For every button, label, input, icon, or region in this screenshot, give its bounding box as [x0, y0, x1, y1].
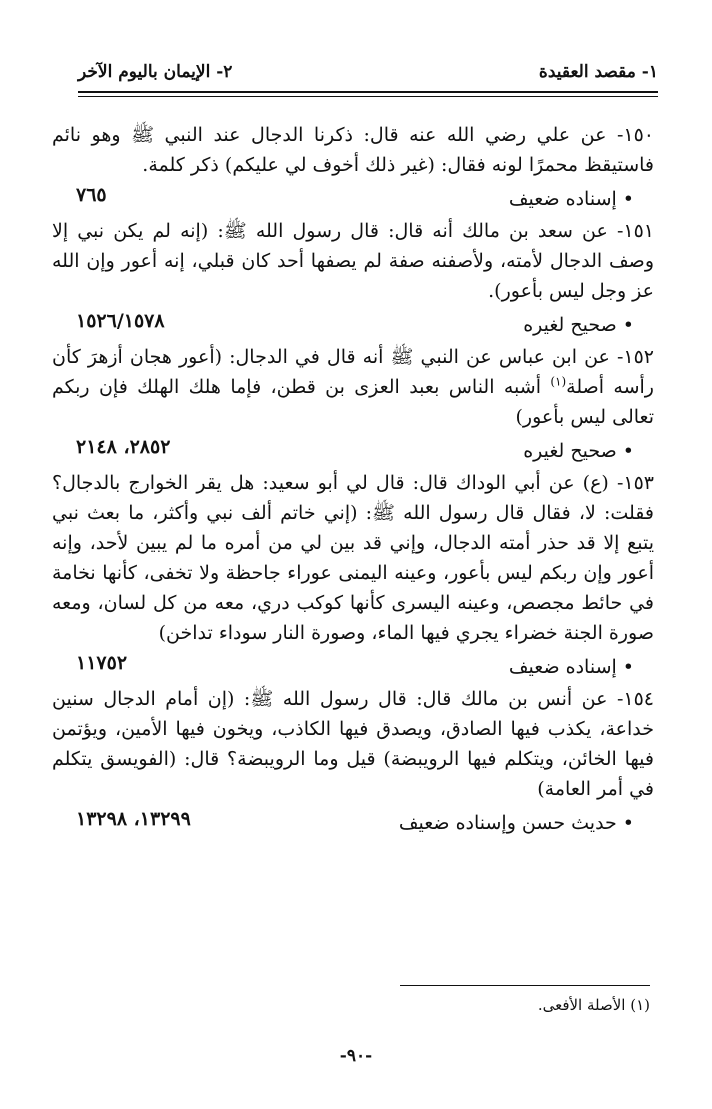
page-number: -٩٠-: [339, 1046, 373, 1066]
header-rule-thin: [78, 96, 658, 97]
footnote-rule: [400, 985, 650, 986]
reference-numbers: ١١٧٥٢: [76, 652, 128, 674]
header-section-title: ١- مقصد العقيدة: [538, 62, 658, 82]
reference-numbers: ١٣٢٩٩، ١٣٢٩٨: [76, 808, 191, 830]
hadith-text: ١٥٤- عن أنس بن مالك قال: قال رسول الله ﷺ: (إن أمام الدجال سنين خداعة، يكذب فيها الصادق، ويصدق فيها الكاذب، ويخون فيها الأمين، ويؤتمن فيها الخائن، ويتكلم فيها الرويبضة) قيل وما الرويبضة؟ قال: (الفويسق يتكلم في أمر العامة): [52, 688, 654, 800]
grade-text: صحيح لغيره: [523, 314, 617, 336]
header-rule: [78, 91, 658, 93]
hadith-text: [52, 342, 654, 432]
bullet: •: [622, 812, 634, 834]
hadith-text-part: أشبه الناس بعبد العزى بن قطن، فإما هلك الهلك فإن ربكم تعالى ليس بأعور): [52, 376, 654, 428]
hadith-text: ١٥١- عن سعد بن مالك أنه قال: قال رسول الله ﷺ: (إنه لم يكن نبي إلا وصف الدجال لأمته، ولأصفنه صفة لم يصفها أحد كان قبلي، إنه أعور وإن الله عز وجل ليس بأعور).: [52, 220, 654, 302]
reference-numbers: ٢٨٥٢، ٢١٤٨: [76, 436, 171, 458]
hadith-text: ١٥٣- (ع) عن أبي الوداك قال: قال لي أبو سعيد: هل يقر الخوارج بالدجال؟ فقلت: لا، فقال قال رسول الله ﷺ: (إني خاتم ألف نبي وأكثر، ما بعث نبي يتبع إلا قد حذر أمته الدجال، وإني قد بين لي من أمره ما لم يبين لأحد، وإنه أعور وإن ربكم ليس بأعور، وعينه اليمنى عوراء جاحظة ولا تخفى، كأنها نخامة في حائط مجصص، وعينه اليسرى كأنها كوكب دري، معه من كل لسان، ومعه صورة الجنة خضراء يجري فيها الماء، وصورة النار سوداء تداخن): [52, 472, 654, 644]
bullet: •: [622, 656, 634, 678]
grade: [523, 310, 634, 340]
bullet: •: [622, 188, 634, 210]
hadith-153: [52, 468, 654, 684]
footnote: (١) الأصلة الأفعى.: [537, 996, 650, 1014]
reference-numbers: ١٥٢٦/١٥٧٨: [76, 310, 165, 332]
hadith-154: [52, 684, 654, 840]
bullet: •: [622, 440, 634, 462]
hadith-text-part: ١٥٢- عن ابن عباس عن النبي ﷺ أنه قال في الدجال: (أعور هجان أزهرَ كأن رأسه أصلة: [52, 346, 654, 398]
grade-line: [52, 434, 654, 468]
grade-text: حديث حسن وإسناده ضعيف: [398, 812, 617, 834]
grade-line: [52, 806, 654, 840]
running-header: [78, 58, 658, 88]
bullet: •: [622, 314, 634, 336]
grade-text: صحيح لغيره: [523, 440, 617, 462]
header-chapter-title: ٢- الإيمان باليوم الآخر: [78, 62, 233, 82]
hadith-151: [52, 216, 654, 342]
hadith-150: [52, 120, 654, 216]
grade: [399, 808, 634, 838]
grade: [523, 436, 634, 466]
footnote-marker[interactable]: (١): [550, 374, 567, 389]
hadith-152: [52, 342, 654, 468]
grade: [509, 652, 634, 682]
grade-line: [52, 650, 654, 684]
grade-text: إسناده ضعيف: [508, 656, 617, 678]
main-text: [52, 120, 654, 840]
hadith-text: ١٥٠- عن علي رضي الله عنه قال: ذكرنا الدجال عند النبي ﷺ وهو نائم فاستيقظ محمرًا لونه فقال: (غير ذلك أخوف لي عليكم) ذكر كلمة.: [52, 124, 654, 176]
grade-line: [52, 182, 654, 216]
grade: [509, 184, 634, 214]
grade-text: إسناده ضعيف: [508, 188, 617, 210]
grade-line: [52, 308, 654, 342]
reference-numbers: ٧٦٥: [76, 184, 107, 206]
